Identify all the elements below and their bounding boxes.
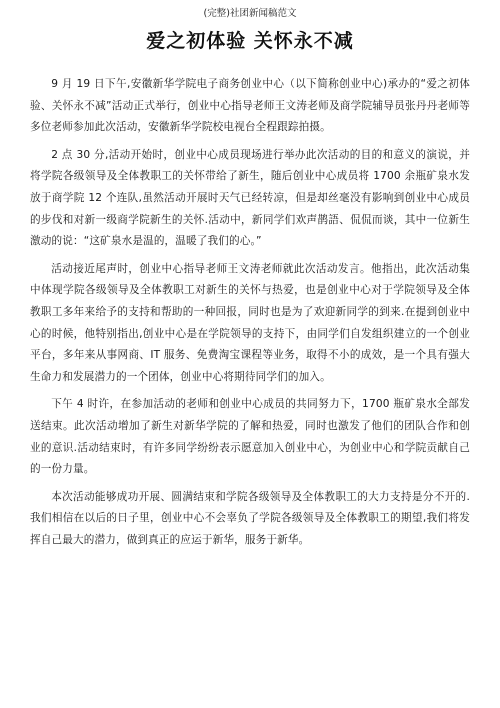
document-title: 爱之初体验 关怀永不减	[146, 30, 354, 52]
paragraph-4: 下午 4 时许，在参加活动的老师和创业中心成员的共同努力下，1700 瓶矿泉水全部发送结束。此次活动增加了新生对新华学院的了解和热爱，同时也激发了他们的团队合作和创业的意识.活动结束时，有许多同学纷纷表示愿意加入创业中心，为创业中心和学院贡献自己的一份力量。	[30, 398, 470, 476]
paragraph-2: 2 点 30 分,活动开始时，创业中心成员现场进行举办此次活动的目的和意义的演说，并将学院各级领导及全体教职工的关怀带给了新生，随后创业中心成员将 1700 余瓶矿泉水发放于商学院 12 个连队,虽然活动开展时天气已经转凉，但是却丝毫没有影响到创业中心成员的步伐和对新一级商学院新生的关怀.活动中，新同学们欢声鹊語、侃侃而谈，其中一位新生激动的说：“这矿泉水是温的，温暖了我们的心。”	[30, 148, 470, 248]
paragraph-5: 本次活动能够成功开展、圆满结束和学院各级领导及全体教职工的大力支持是分不开的.我们相信在以后的日子里，创业中心不会辜负了学院各级领导及全体教职工的期望,我们将发挥自己最大的潜力，做到真正的应运于新华，服务于新华。	[30, 490, 470, 546]
paragraph-1: 9 月 19 日下午,安徽新华学院电子商务创业中心（以下简称创业中心)承办的“爱之初体验、关怀永不减”活动正式举行，创业中心指导老师王文涛老师及商学院辅导员张丹丹老师等多位老师参加此次活动，安徽新华学院校电视台全程跟踪拍摄。	[30, 78, 470, 134]
paragraph-3: 活动接近尾声时，创业中心指导老师王文涛老师就此次活动发言。他指出，此次活动集中体现学院各级领导及全体教职工对新生的关怀与热爱，也是创业中心对于学院领导及全体教职工多年来给予的支持和帮助的一种回报，同时也是为了欢迎新同学的到来.在提到创业中心的时候，他特别指出,创业中心是在学院领导的支持下，由同学们自发组织建立的一个创业平台，多年来从事网商、IT 服务、免费淘宝课程等业务，取得不小的成效，是一个具有强大生命力和发展潜力的一个团体，创业中心将期待同学们的加入。	[30, 262, 470, 383]
document-header-label: (完整)社团新闻稿范文	[203, 8, 297, 19]
